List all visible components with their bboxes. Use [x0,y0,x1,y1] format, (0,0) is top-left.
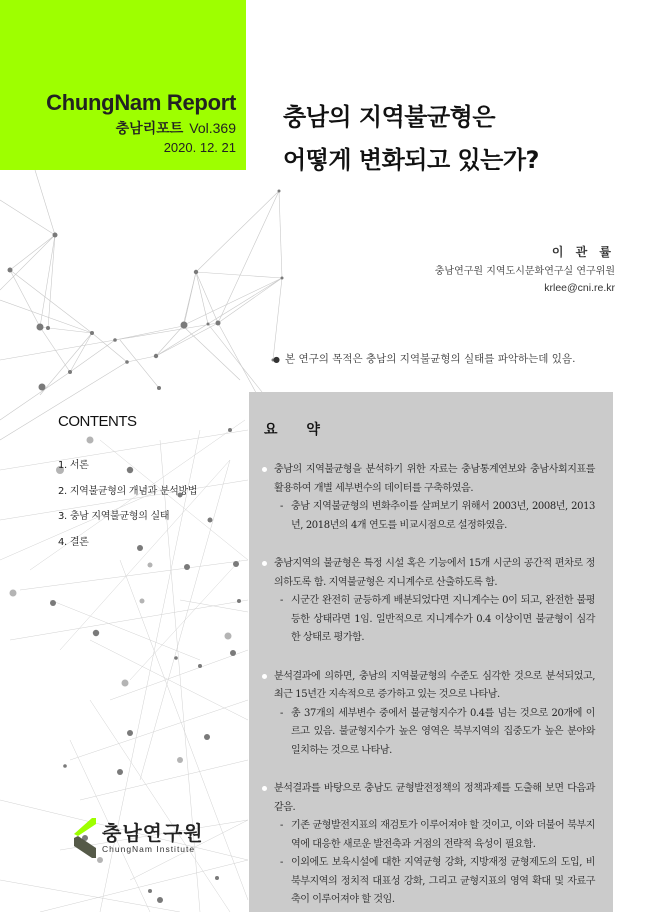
dash-icon: - [280,857,283,868]
contents-item[interactable]: 1. 서론 [58,460,89,471]
author-affiliation: 충남연구원 지역도시문화연구실 연구위원 [434,266,615,277]
summary-item [264,461,595,535]
series-korean: 충남리포트 [115,121,184,137]
institute-logo [72,818,204,858]
summary-point [264,461,595,498]
bullet-icon [262,786,267,791]
author-block [435,244,615,297]
chevron-logo-icon [72,818,96,858]
summary-subpoint-text: 총 37개의 세부변수 중에서 불균형지수가 0.4를 넘는 것으로 20개에 이르고 있음. 불균형지수가 높은 영역은 북부지역의 집중도가 높은 분야와 일치하는 것으로 나타남. [291,707,595,756]
institute-name-english: ChungNam Institute [102,844,196,854]
summary-subpoint-text: 충남 지역불균형의 변화추이를 살펴보기 위해서 2003년, 2008년, 2013년, 2018년의 4개 연도를 비교시점으로 설정하였음. [291,501,595,531]
summary-heading: 요 약 [264,422,332,438]
bullet-icon: ● [273,354,280,364]
research-purpose [273,351,575,366]
summary-item [264,780,595,910]
brand-block [0,0,246,170]
contents-item[interactable]: 2. 지역불균형의 개념과 분석방법 [58,485,198,497]
summary-subpoint-text: 기존 균형발전지표의 재검토가 이루어져야 할 것이고, 이와 더불어 북부지역에 대응한 새로운 발전축과 거점의 전략적 육성이 필요함. [291,820,595,850]
summary-point-text: 충남의 지역불균형을 분석하기 위한 자료는 충남통계연보와 충남사회지표를 활용하여 개별 세부변수의 데이터를 구축하였음. [274,464,595,494]
dash-icon: - [280,595,283,606]
report-name: ChungNam Report [46,90,236,115]
summary-item [264,555,595,648]
title-line-2: 어떻게 변화되고 있는가? [283,146,539,174]
summary-point [264,780,595,817]
summary-subpoint [264,498,595,535]
summary-point [264,668,595,705]
report-series [116,118,236,138]
summary-panel [249,392,613,912]
summary-item [264,668,595,761]
dash-icon: - [280,501,283,512]
report-title [283,96,539,182]
author-email[interactable]: krlee@cni.re.kr [544,282,615,294]
summary-subpoint-text: 시군간 완전히 균등하게 배분되었다면 지니계수는 0이 되고, 완전한 불평등한 상태라면 1임. 일반적으로 지니계수가 0.4 이상이면 불균형이 심각한 상태로 평가함. [291,595,595,643]
summary-subpoint [264,705,595,761]
summary-point-text: 분석결과를 바탕으로 충남도 균형발전정책의 정책과제를 도출해 보면 다음과 같음. [274,783,595,813]
table-of-contents [58,413,197,558]
bullet-icon [262,674,267,679]
purpose-text: 본 연구의 목적은 충남의 지역불균형의 실태를 파악하는데 있음. [284,353,576,365]
dash-icon: - [280,820,283,831]
publish-date: 2020. 12. 21 [163,140,236,155]
volume-number: Vol.369 [189,120,236,136]
summary-point-text: 분석결과에 의하면, 충남의 지역불균형의 수준도 심각한 것으로 분석되었고, 최근 15년간 지속적으로 증가하고 있는 것으로 나타남. [274,670,595,700]
contents-item[interactable]: 4. 결론 [58,536,89,548]
author-name: 이 관 률 [551,245,615,259]
summary-subpoint [264,817,595,854]
summary-subpoint-text: 이외에도 보육시설에 대한 지역균형 강화, 지방재정 균형제도의 도입, 비북부지역의 정치적 대표성 강화, 그리고 균형지표의 영역 확대 및 자료구축이 이루어져야 할 것임. [291,857,595,905]
dash-icon: - [280,707,283,719]
summary-point [264,555,595,592]
title-line-1: 충남의 지역불균형은 [283,103,496,131]
institute-name-korean: 충남연구원 [102,821,204,845]
contents-heading: CONTENTS [58,413,137,430]
summary-point-text: 충남지역의 불균형은 특정 시설 혹은 기능에서 15개 시군의 공간적 편차로 정의하도록 함. 지역불균형은 지니계수로 산출하도록 함. [274,558,595,588]
bullet-icon [262,561,267,566]
summary-subpoint [264,854,595,910]
bullet-icon [262,467,267,472]
contents-item[interactable]: 3. 충남 지역불균형의 실태 [58,511,170,522]
summary-subpoint [264,592,595,648]
